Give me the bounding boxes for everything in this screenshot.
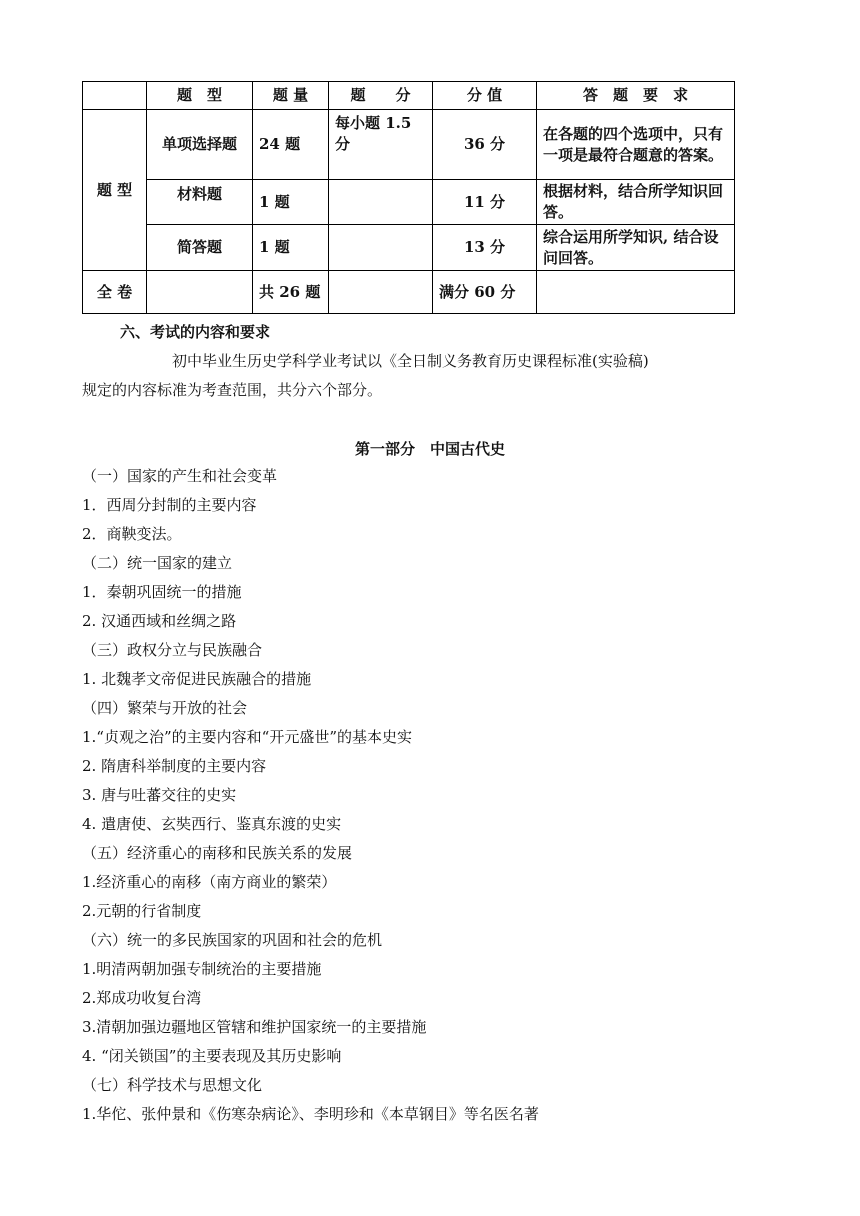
row-requirement: 在各题的四个选项中，只有一项是最符合题意的答案。 (537, 110, 735, 180)
row-count: 1 题 (253, 180, 329, 225)
row-type: 简答题 (147, 225, 253, 271)
outline-heading: （四）繁荣与开放的社会 (82, 699, 248, 717)
total-count: 共 26 题 (253, 271, 329, 314)
list-item: 1. 北魏孝文帝促进民族融合的措施 (82, 670, 312, 688)
section-paragraph-line-1: 初中毕业生历史学科学业考试以《全日制义务教育历史课程标准(实验稿) (172, 352, 649, 370)
list-item: 1.经济重心的南移（南方商业的繁荣） (82, 873, 337, 891)
list-item: 2. 隋唐科举制度的主要内容 (82, 757, 267, 775)
row-type: 材料题 (147, 180, 253, 225)
row-type: 单项选择题 (147, 110, 253, 180)
list-item: 2.元朝的行省制度 (82, 902, 202, 920)
list-item: 1.华佗、张仲景和《伤寒杂病论》、李明珍和《本草钢目》等名医名著 (82, 1105, 539, 1123)
row-score: 每小题 1.5 分 (329, 110, 433, 180)
list-item: 3.清朝加强边疆地区管辖和维护国家统一的主要措施 (82, 1018, 427, 1036)
list-item: 3. 唐与吐蕃交往的史实 (82, 786, 237, 804)
row-value: 11 分 (433, 180, 537, 225)
list-item: 4. “闭关锁国”的主要表现及其历史影响 (82, 1047, 342, 1065)
section-paragraph-line-2: 规定的内容标准为考查范围，共分六个部分。 (82, 381, 383, 399)
list-item: 1.“贞观之治”的主要内容和“开元盛世”的基本史实 (82, 728, 412, 746)
total-value: 满分 60 分 (433, 271, 537, 314)
total-label: 全 卷 (83, 271, 147, 314)
list-item: 2. 汉通西域和丝绸之路 (82, 612, 237, 630)
total-score-empty (329, 271, 433, 314)
list-item: 1．西周分封制的主要内容 (82, 496, 257, 514)
row-requirement: 综合运用所学知识, 结合设问回答。 (537, 225, 735, 271)
header-count: 题 量 (253, 82, 329, 110)
total-req-empty (537, 271, 735, 314)
row-count: 24 题 (253, 110, 329, 180)
outline-heading: （七）科学技术与思想文化 (82, 1076, 263, 1094)
outline-heading: （二）统一国家的建立 (82, 554, 233, 572)
total-type-empty (147, 271, 253, 314)
exam-structure-table (82, 81, 735, 314)
header-score: 题 分 (329, 82, 433, 110)
list-item: 1．秦朝巩固统一的措施 (82, 583, 242, 601)
row-score (329, 225, 433, 271)
outline-heading: （三）政权分立与民族融合 (82, 641, 263, 659)
group-label-cell: 题 型 (83, 110, 147, 271)
header-type: 题 型 (147, 82, 253, 110)
part-title: 第一部分 中国古代史 (354, 440, 505, 458)
list-item: 1.明清两朝加强专制统治的主要措施 (82, 960, 322, 978)
table-row (83, 180, 735, 225)
section-heading: 六、考试的内容和要求 (120, 323, 271, 341)
header-value: 分 值 (433, 82, 537, 110)
table-header-row (83, 82, 735, 110)
list-item: 2.郑成功收复台湾 (82, 989, 202, 1007)
outline-heading: （一）国家的产生和社会变革 (82, 467, 278, 485)
table-row (83, 225, 735, 271)
table-total-row (83, 271, 735, 314)
header-requirement: 答 题 要 求 (537, 82, 735, 110)
header-empty-cell (83, 82, 147, 110)
row-score (329, 180, 433, 225)
row-count: 1 题 (253, 225, 329, 271)
list-item: 4. 遣唐使、玄奘西行、鉴真东渡的史实 (82, 815, 342, 833)
outline-heading: （六）统一的多民族国家的巩固和社会的危机 (82, 931, 383, 949)
list-item: 2．商鞅变法。 (82, 525, 182, 543)
outline-heading: （五）经济重心的南移和民族关系的发展 (82, 844, 353, 862)
row-requirement: 根据材料，结合所学知识回答。 (537, 180, 735, 225)
table-row (83, 110, 735, 180)
row-value: 13 分 (433, 225, 537, 271)
row-value: 36 分 (433, 110, 537, 180)
